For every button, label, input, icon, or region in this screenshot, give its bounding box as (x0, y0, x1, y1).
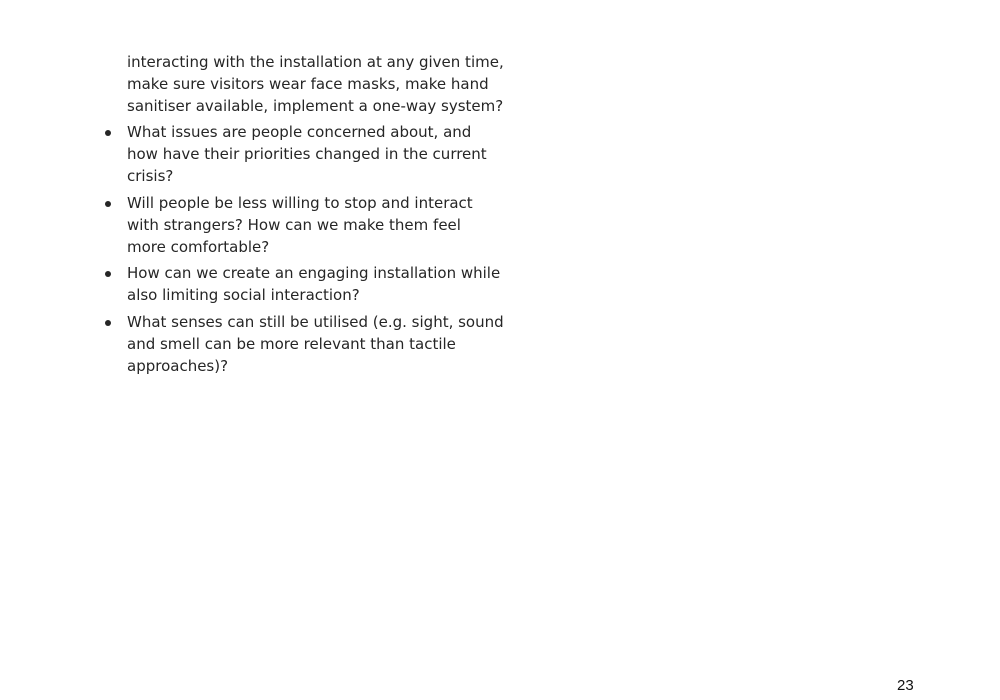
bullet-item (104, 121, 504, 187)
bullet-item (104, 311, 504, 377)
bullet-icon (105, 271, 111, 277)
bullet-item (104, 192, 504, 258)
bullet-icon (105, 320, 111, 326)
bullet-item (104, 262, 504, 306)
bullet-icon (105, 201, 111, 207)
bullet-text: Will people be less willing to stop and interact with strangers? How can we make them feel more comfortable? (127, 193, 473, 256)
continuation-paragraph: interacting with the installation at any given time, make sure visitors wear face masks, make hand sanitiser available, implement a one-way system? (127, 53, 504, 115)
bullet-text: How can we create an engaging installation while also limiting social interaction? (127, 264, 501, 304)
bullet-icon (105, 130, 111, 136)
bullet-text: What issues are people concerned about, and how have their priorities changed in the current crisis? (127, 123, 487, 185)
page-number: 23 (897, 677, 914, 694)
bullet-list (104, 121, 504, 377)
document-body (104, 51, 504, 381)
bullet-text: What senses can still be utilised (e.g. sight, sound and smell can be more relevant than tactile approaches)? (127, 312, 504, 375)
